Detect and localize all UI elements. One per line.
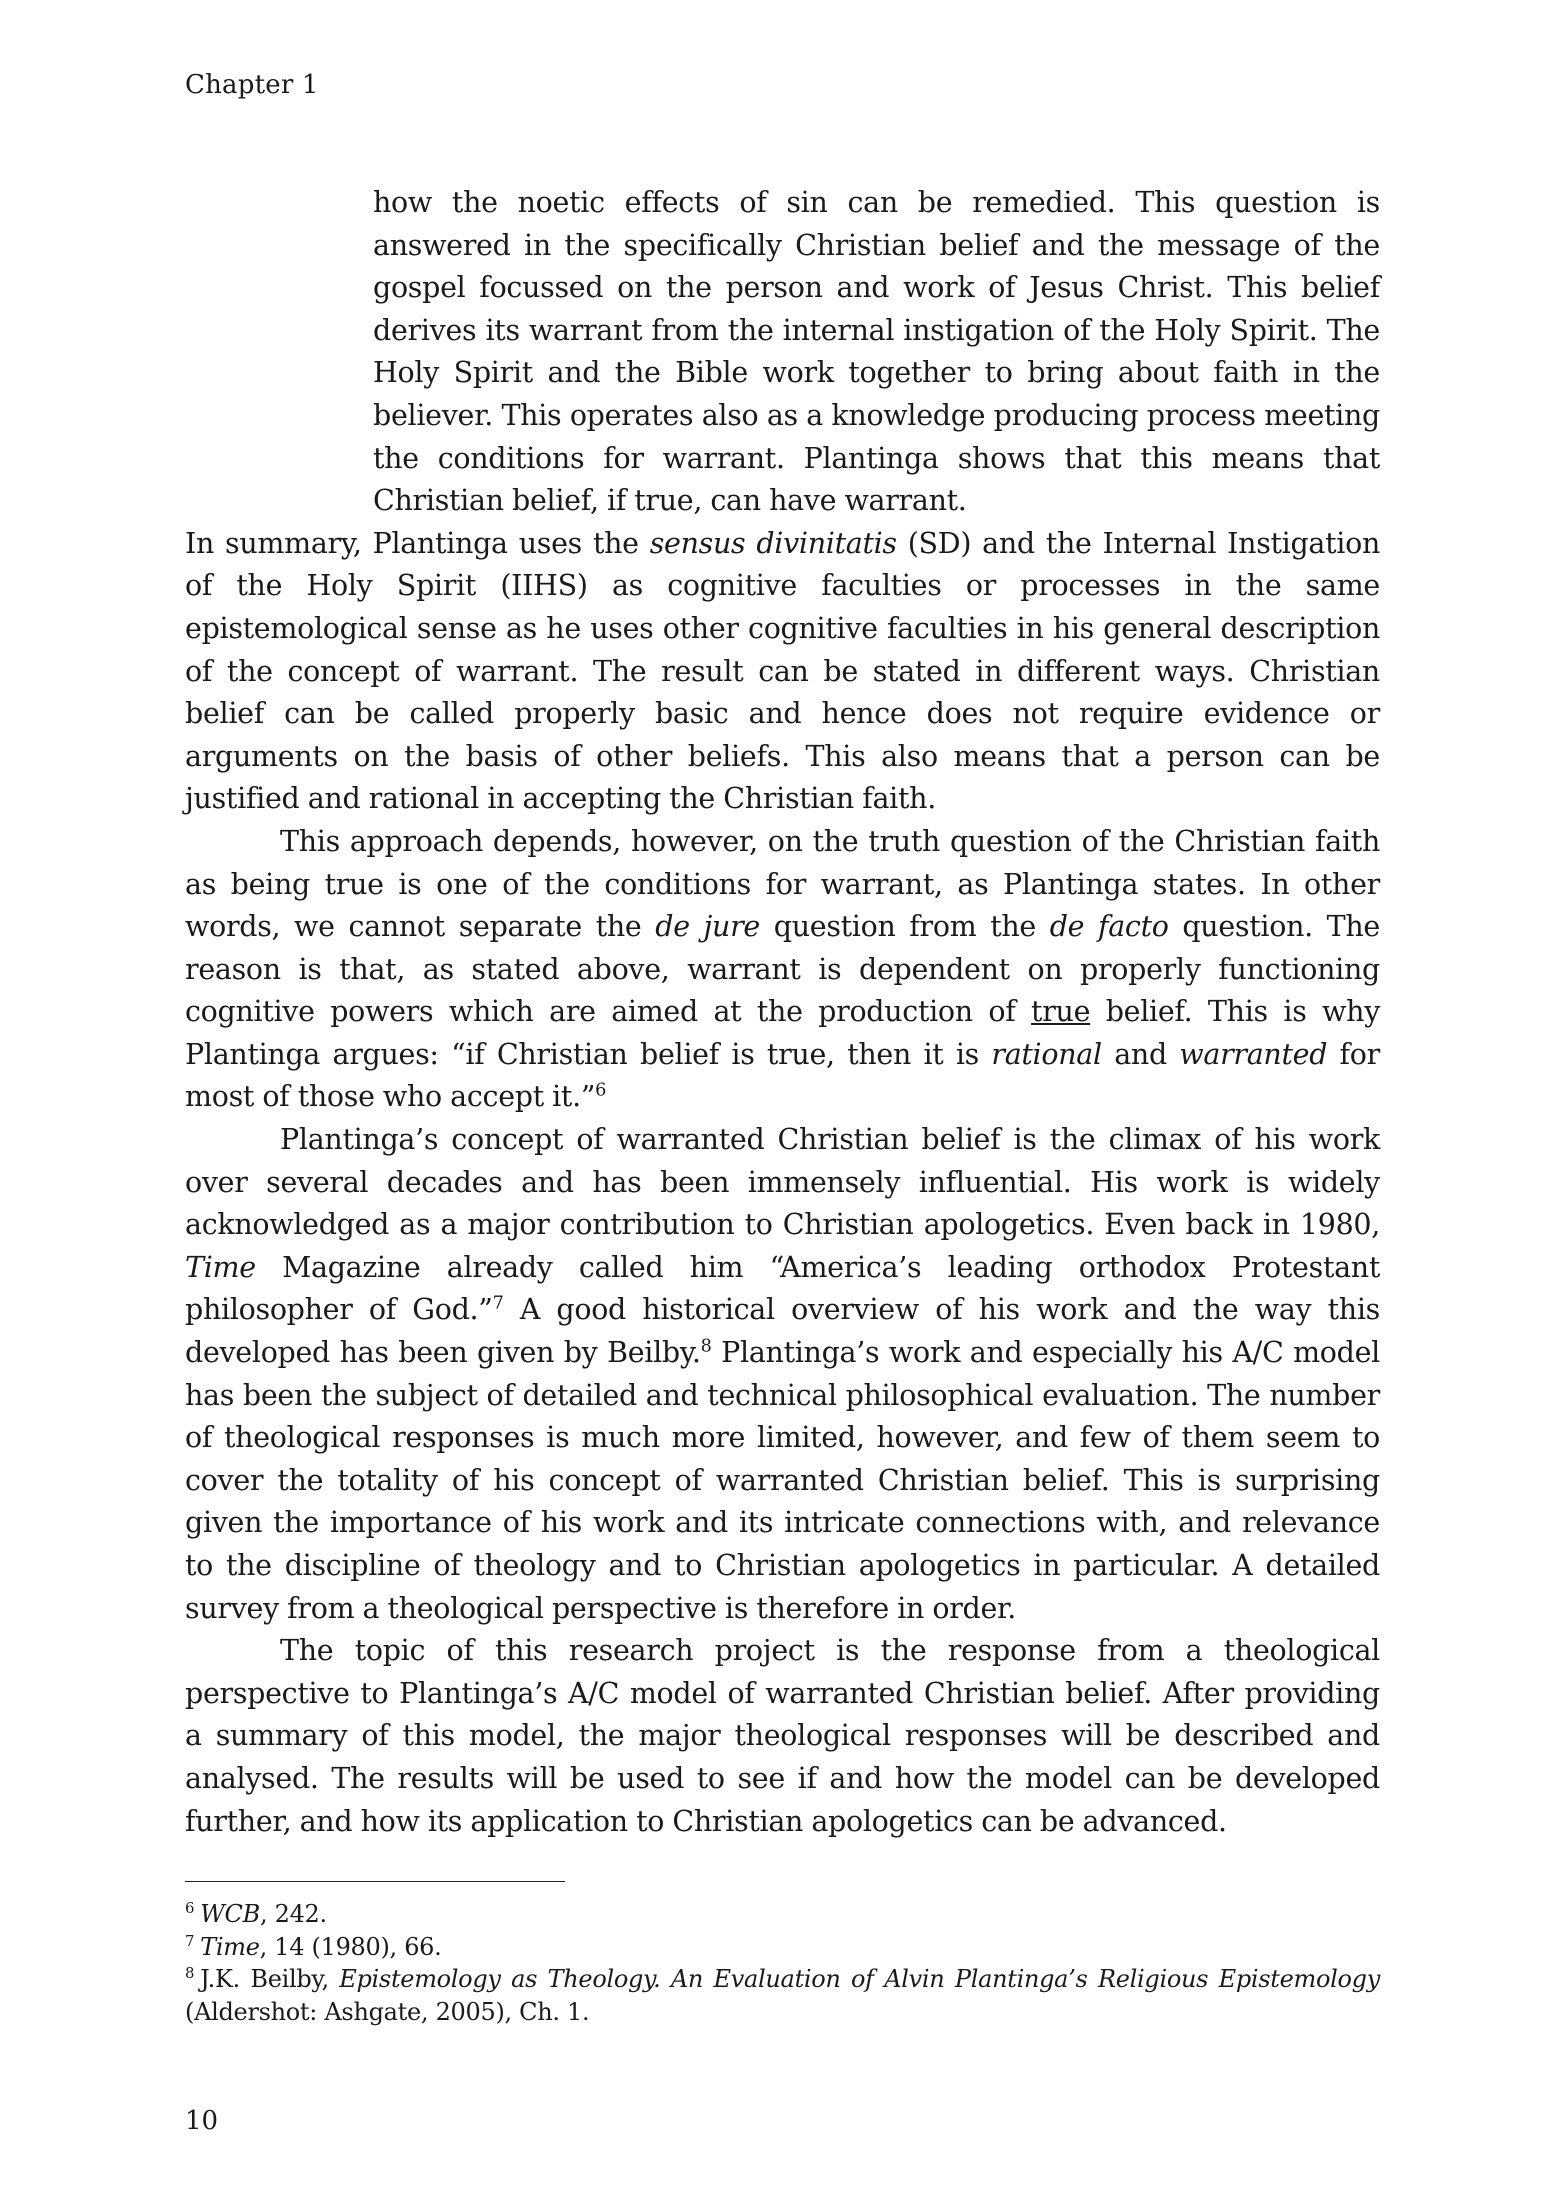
footnote-ref[interactable]: 6: [595, 1080, 607, 1101]
text-run: (SD) and the Internal Instigation of the Holy Spirit (IIHS) as cognitive faculties or processes in the same epistemological sense as he uses other cognitive faculties in his general description of the concept of warrant. The result can be stated in different ways. Christian belief can be called properly basic and hence does not require evidence or arguments on the basis of other beliefs. This also means that a person can be justified and rational in accepting the Christian faith.: [185, 526, 1381, 816]
italic-term: WCB: [200, 1900, 260, 1928]
text-run: Plantinga’s work and especially his A/C model has been the subject of detailed and technical philosophical evaluation. The number of theological responses is much more limited, however, and few of them seem to cover the totality of his concept of warranted Christian belief. This is surprising given the importance of his work and its intricate connections with, and relevance to the discipline of theology and to Christian apologetics in particular. A detailed survey from a theological perspective is therefore in order.: [185, 1336, 1380, 1625]
italic-term: Time: [200, 1932, 260, 1961]
paragraph-influence: [185, 1119, 1380, 1630]
paragraph-summary: [185, 523, 1380, 821]
text-run: how the noetic effects of sin can be remedied. This question is answered in the specifically Christian belief and the message of the gospel focussed on the person and work of Jesus Christ. This belief derives its warrant from the internal instigation of the Holy Spirit. The Holy Spirit and the Bible work together to bring about faith in the believer. This operates also as a knowledge producing process meeting the conditions for warrant. Plantinga shows that this means that Christian belief, if true, can have warrant.: [373, 186, 1380, 518]
text-run: Plantinga’s concept of warranted Christian belief is the climax of his work over several decades and has been immensely influential. His work is widely acknowledged as a major contribution to Christian apologetics. Even back in 1980,: [185, 1123, 1380, 1242]
italic-term: rational: [991, 1037, 1102, 1071]
footnote-number: 7: [185, 1931, 195, 1950]
footnote-6: [185, 1898, 1380, 1931]
footnote-ref[interactable]: 7: [492, 1293, 504, 1314]
underlined-term: true: [1031, 995, 1091, 1029]
text-run: question from the: [760, 910, 1050, 944]
text-run: Magazine already called him “America’s leading orthodox Protestant philosopher of God.”: [185, 1250, 1380, 1327]
text-run: The topic of this research project is the response from a theological perspective to Plantinga’s A/C model of warranted Christian belief. After providing a summary of this model, the major theological responses will be described and analysed. The results will be used to see if and how the model can be developed further, and how its application to Christian apologetics can be advanced.: [185, 1634, 1380, 1838]
italic-term: de facto: [1049, 910, 1169, 944]
text-run: In summary, Plantinga uses the: [185, 526, 650, 560]
paragraph-research-topic: [185, 1630, 1380, 1843]
text-run: J.K. Beilby,: [200, 1965, 340, 1993]
text-run: and: [1101, 1037, 1180, 1071]
footnote-separator: [185, 1881, 565, 1882]
italic-term: Time: [185, 1250, 256, 1284]
text-run: belief. This is why Plantinga argues: “if Christian belief is true, then it is: [185, 995, 1381, 1071]
text-run: (Aldershot: Ashgate, 2005), Ch. 1.: [185, 1997, 590, 2026]
paragraph-truth-question: [185, 821, 1380, 1119]
footnotes: [185, 1898, 1380, 2028]
text-run: , 242.: [259, 1900, 327, 1928]
footnote-number: 8: [185, 1964, 195, 1982]
italic-term: sensus divinitatis: [649, 526, 897, 560]
running-head: Chapter 1: [185, 70, 319, 100]
body-text: [185, 182, 1380, 1843]
text-run: A good historical overview of his work and the way this developed has been given by Beilby.: [185, 1293, 1380, 1370]
page-number: 10: [185, 2106, 219, 2136]
footnote-8: [185, 1963, 1380, 2028]
italic-term: de jure: [655, 910, 760, 944]
text-run: , 14 (1980), 66.: [259, 1932, 442, 1961]
text-run: This approach depends, however, on the truth question of the Christian faith as being true is one of the conditions for warrant, as Plantinga states. In other words, we cannot separate the: [185, 824, 1380, 944]
footnote-7: [185, 1931, 1380, 1964]
italic-term: warranted: [1179, 1037, 1328, 1071]
text-run: for most of those who accept it.”: [185, 1037, 1380, 1114]
italic-term: Epistemology as Theology. An Evaluation of Alvin Plantinga’s Religious Epistemology: [339, 1965, 1380, 1993]
block-quote-paragraph: [373, 182, 1380, 523]
footnote-number: 6: [185, 1899, 195, 1917]
footnote-ref[interactable]: 8: [700, 1336, 712, 1357]
text-run: question. The reason is that, as stated above, warrant is dependent on properly functioning cognitive powers which are aimed at the production of: [185, 910, 1380, 1029]
